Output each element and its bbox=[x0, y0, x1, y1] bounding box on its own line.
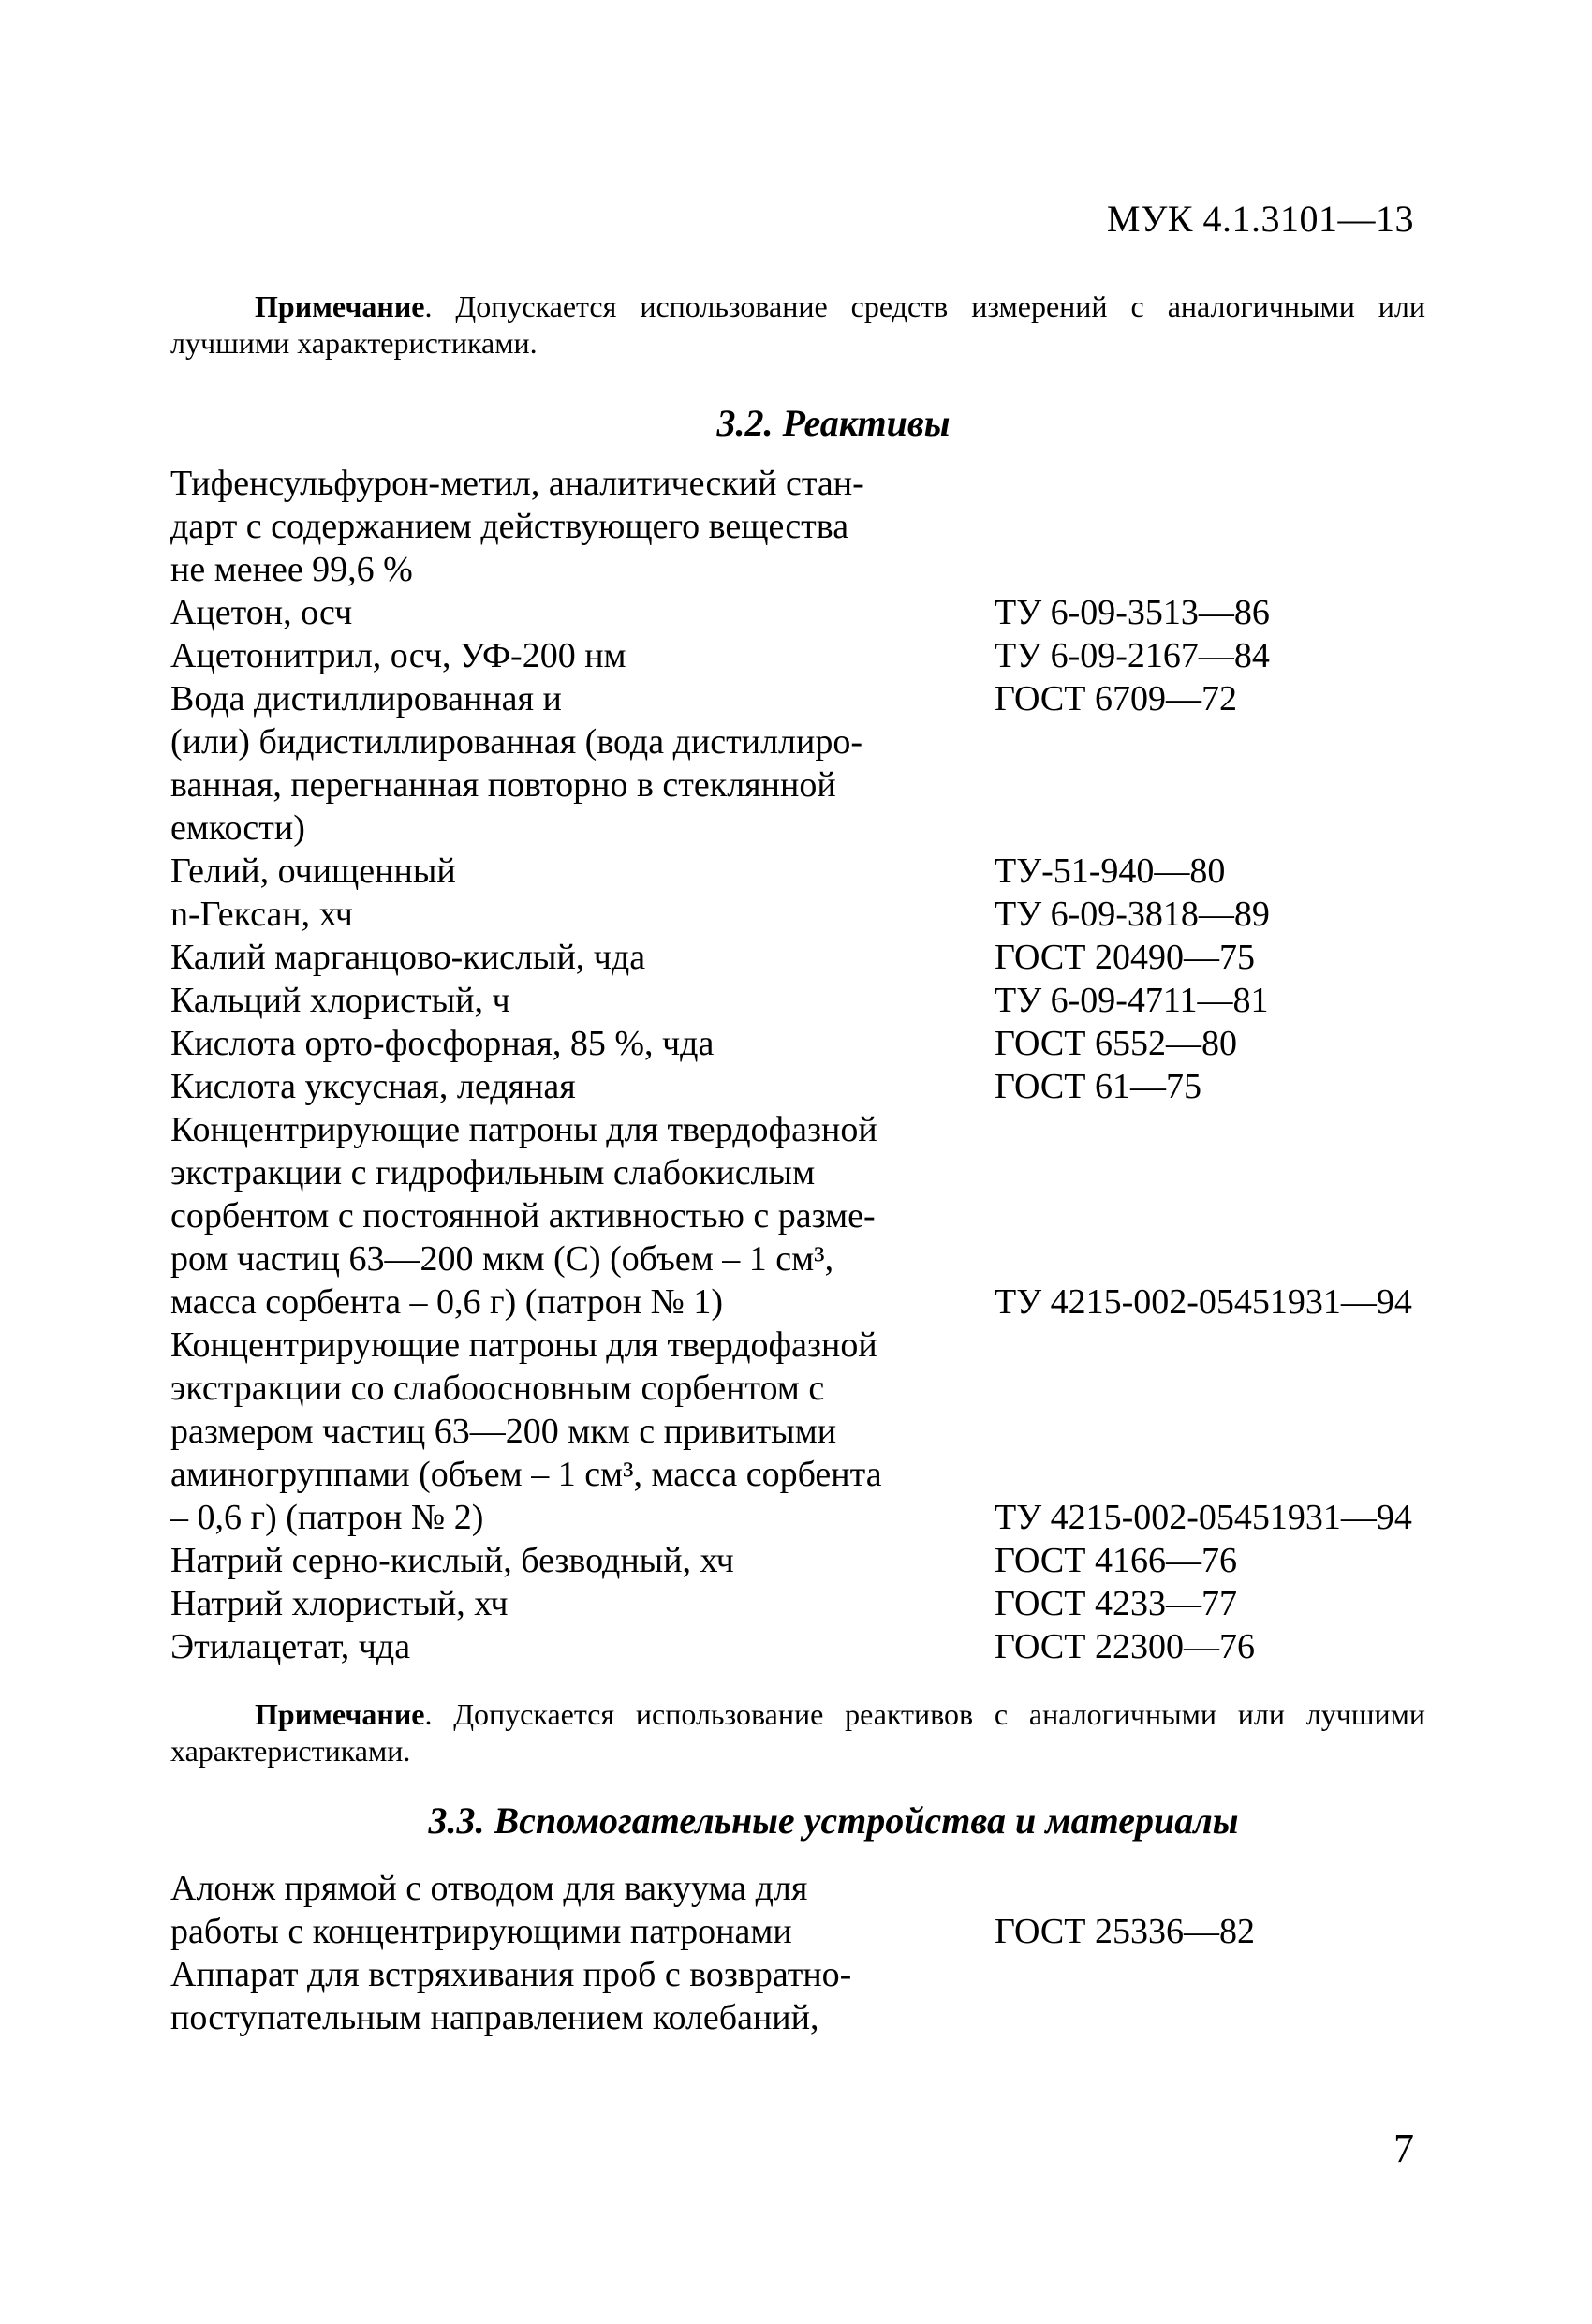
reagent-row bbox=[170, 850, 1463, 893]
item-standard: ТУ 6-09-3513—86 bbox=[995, 593, 1270, 632]
item-name bbox=[170, 1022, 985, 1065]
item-name-line: Вода дистиллированная и bbox=[170, 679, 562, 718]
item-name bbox=[170, 720, 985, 850]
item-name-line: Концентрирующие патроны для твердофазной bbox=[170, 1325, 877, 1365]
item-name-line: Кальций хлористый, ч bbox=[170, 981, 510, 1020]
auxiliary-list bbox=[170, 1867, 1463, 2039]
item-standard: ТУ 6-09-3818—89 bbox=[995, 895, 1270, 934]
reagent-row bbox=[170, 1539, 1463, 1582]
item-name-line: (или) бидистиллированная (вода дистиллиро- bbox=[170, 722, 863, 762]
reagent-row bbox=[170, 1065, 1463, 1108]
reagents-list bbox=[170, 462, 1463, 1668]
item-name-line: поступательным направлением колебаний, bbox=[170, 1998, 819, 2037]
item-name bbox=[170, 1324, 985, 1539]
reagent-row bbox=[170, 1625, 1463, 1668]
material-row bbox=[170, 1953, 1463, 2039]
item-standard: ТУ-51-940—80 bbox=[995, 851, 1226, 891]
item-name-line: n-Гексан, хч bbox=[170, 895, 353, 934]
item-standard: ГОСТ 20490—75 bbox=[995, 938, 1255, 977]
item-standard: ГОСТ 6709—72 bbox=[995, 679, 1237, 718]
item-name-line: емкости) bbox=[170, 808, 305, 848]
item-name-line: Аппарат для встряхивания проб с возвратно- bbox=[170, 1955, 852, 1994]
item-name bbox=[170, 850, 985, 893]
item-name-line: Гелий, очищенный bbox=[170, 851, 456, 891]
reagent-row bbox=[170, 1324, 1463, 1539]
item-name-line: Кислота орто-фосфорная, 85 %, чда bbox=[170, 1024, 715, 1063]
item-standard: ГОСТ 4166—76 bbox=[995, 1541, 1237, 1580]
item-name bbox=[170, 893, 985, 936]
item-name-line: дарт с содержанием действующего вещества bbox=[170, 507, 849, 546]
item-name-line: не менее 99,6 % bbox=[170, 550, 413, 589]
page-number: 7 bbox=[1393, 2125, 1414, 2171]
item-standard: ГОСТ 4233—77 bbox=[995, 1584, 1237, 1623]
item-name-line: работы с концентрирующими патронами bbox=[170, 1912, 792, 1951]
reagent-row bbox=[170, 893, 1463, 936]
item-name-line: Этилацетат, чда bbox=[170, 1627, 411, 1666]
item-name-line: ром частиц 63—200 мкм (С) (объем – 1 см³, bbox=[170, 1239, 834, 1279]
item-name bbox=[170, 634, 985, 677]
item-name-line: сорбентом с постоянной активностью с разме- bbox=[170, 1196, 876, 1236]
note-measuring-instruments bbox=[170, 289, 1425, 362]
reagent-row bbox=[170, 591, 1463, 634]
item-name bbox=[170, 1108, 985, 1324]
note-text: . Допускается использование реактивов с аналогичными или лучшими характеристиками. bbox=[170, 1697, 1425, 1768]
material-row bbox=[170, 1867, 1463, 1953]
reagent-row bbox=[170, 1108, 1463, 1324]
reagent-row bbox=[170, 720, 1463, 850]
item-name-line: экстракции с гидрофильным слабокислым bbox=[170, 1153, 816, 1192]
item-name-line: Тифенсульфурон-метил, аналитический стан- bbox=[170, 464, 864, 503]
item-name-line: ванная, перегнанная повторно в стеклянной bbox=[170, 765, 836, 805]
item-name-line: Ацетонитрил, осч, УФ-200 нм bbox=[170, 636, 626, 675]
item-name-line: Натрий серно-кислый, безводный, хч bbox=[170, 1541, 734, 1580]
reagent-row bbox=[170, 979, 1463, 1022]
note-text: . Допускается использование средств измерений с аналогичными или лучшими характеристиками. bbox=[170, 289, 1425, 360]
item-standard: ГОСТ 6552—80 bbox=[995, 1024, 1237, 1063]
item-standard: ТУ 6-09-4711—81 bbox=[995, 981, 1269, 1020]
item-name bbox=[170, 462, 985, 591]
reagent-row bbox=[170, 936, 1463, 979]
item-standard: ГОСТ 22300—76 bbox=[995, 1627, 1255, 1666]
item-standard: ГОСТ 61—75 bbox=[995, 1067, 1201, 1106]
item-name-line: Ацетон, осч bbox=[170, 593, 353, 632]
item-standard: ТУ 4215-002-05451931—94 bbox=[995, 1498, 1412, 1537]
item-name-line: Кислота уксусная, ледяная bbox=[170, 1067, 576, 1106]
item-name-line: Натрий хлористый, хч bbox=[170, 1584, 509, 1623]
item-name-line: Концентрирующие патроны для твердофазной bbox=[170, 1110, 877, 1149]
item-name bbox=[170, 1953, 985, 2039]
reagent-row bbox=[170, 1582, 1463, 1625]
item-name-line: экстракции со слабоосновным сорбентом с bbox=[170, 1369, 825, 1408]
reagent-row bbox=[170, 1022, 1463, 1065]
reagent-row bbox=[170, 677, 1463, 720]
note-label: Примечание bbox=[255, 289, 425, 323]
item-standard: ТУ 6-09-2167—84 bbox=[995, 636, 1270, 675]
item-name-line: – 0,6 г) (патрон № 2) bbox=[170, 1498, 484, 1537]
item-name bbox=[170, 677, 985, 720]
item-name-line: размером частиц 63—200 мкм с привитыми bbox=[170, 1412, 837, 1451]
item-name-line: аминогруппами (объем – 1 см³, масса сорбента bbox=[170, 1455, 882, 1494]
item-name bbox=[170, 936, 985, 979]
section-heading-reagents: 3.2. Реактивы bbox=[716, 402, 951, 444]
item-standard: ТУ 4215-002-05451931—94 bbox=[995, 1282, 1412, 1322]
item-name bbox=[170, 1582, 985, 1625]
item-name bbox=[170, 1065, 985, 1108]
note-label: Примечание bbox=[255, 1697, 425, 1731]
item-name bbox=[170, 1625, 985, 1668]
reagent-row bbox=[170, 462, 1463, 591]
item-name bbox=[170, 591, 985, 634]
note-reagents bbox=[170, 1696, 1425, 1769]
item-name bbox=[170, 1539, 985, 1582]
item-name-line: Алонж прямой с отводом для вакуума для bbox=[170, 1869, 808, 1908]
item-name bbox=[170, 1867, 985, 1953]
document-code: МУК 4.1.3101—13 bbox=[1106, 198, 1414, 240]
item-name-line: масса сорбента – 0,6 г) (патрон № 1) bbox=[170, 1282, 723, 1322]
reagent-row bbox=[170, 634, 1463, 677]
section-heading-auxiliary: 3.3. Вспомогательные устройства и материалы bbox=[428, 1799, 1239, 1842]
item-standard: ГОСТ 25336—82 bbox=[995, 1912, 1255, 1951]
item-name-line: Калий марганцово-кислый, чда bbox=[170, 938, 646, 977]
item-name bbox=[170, 979, 985, 1022]
